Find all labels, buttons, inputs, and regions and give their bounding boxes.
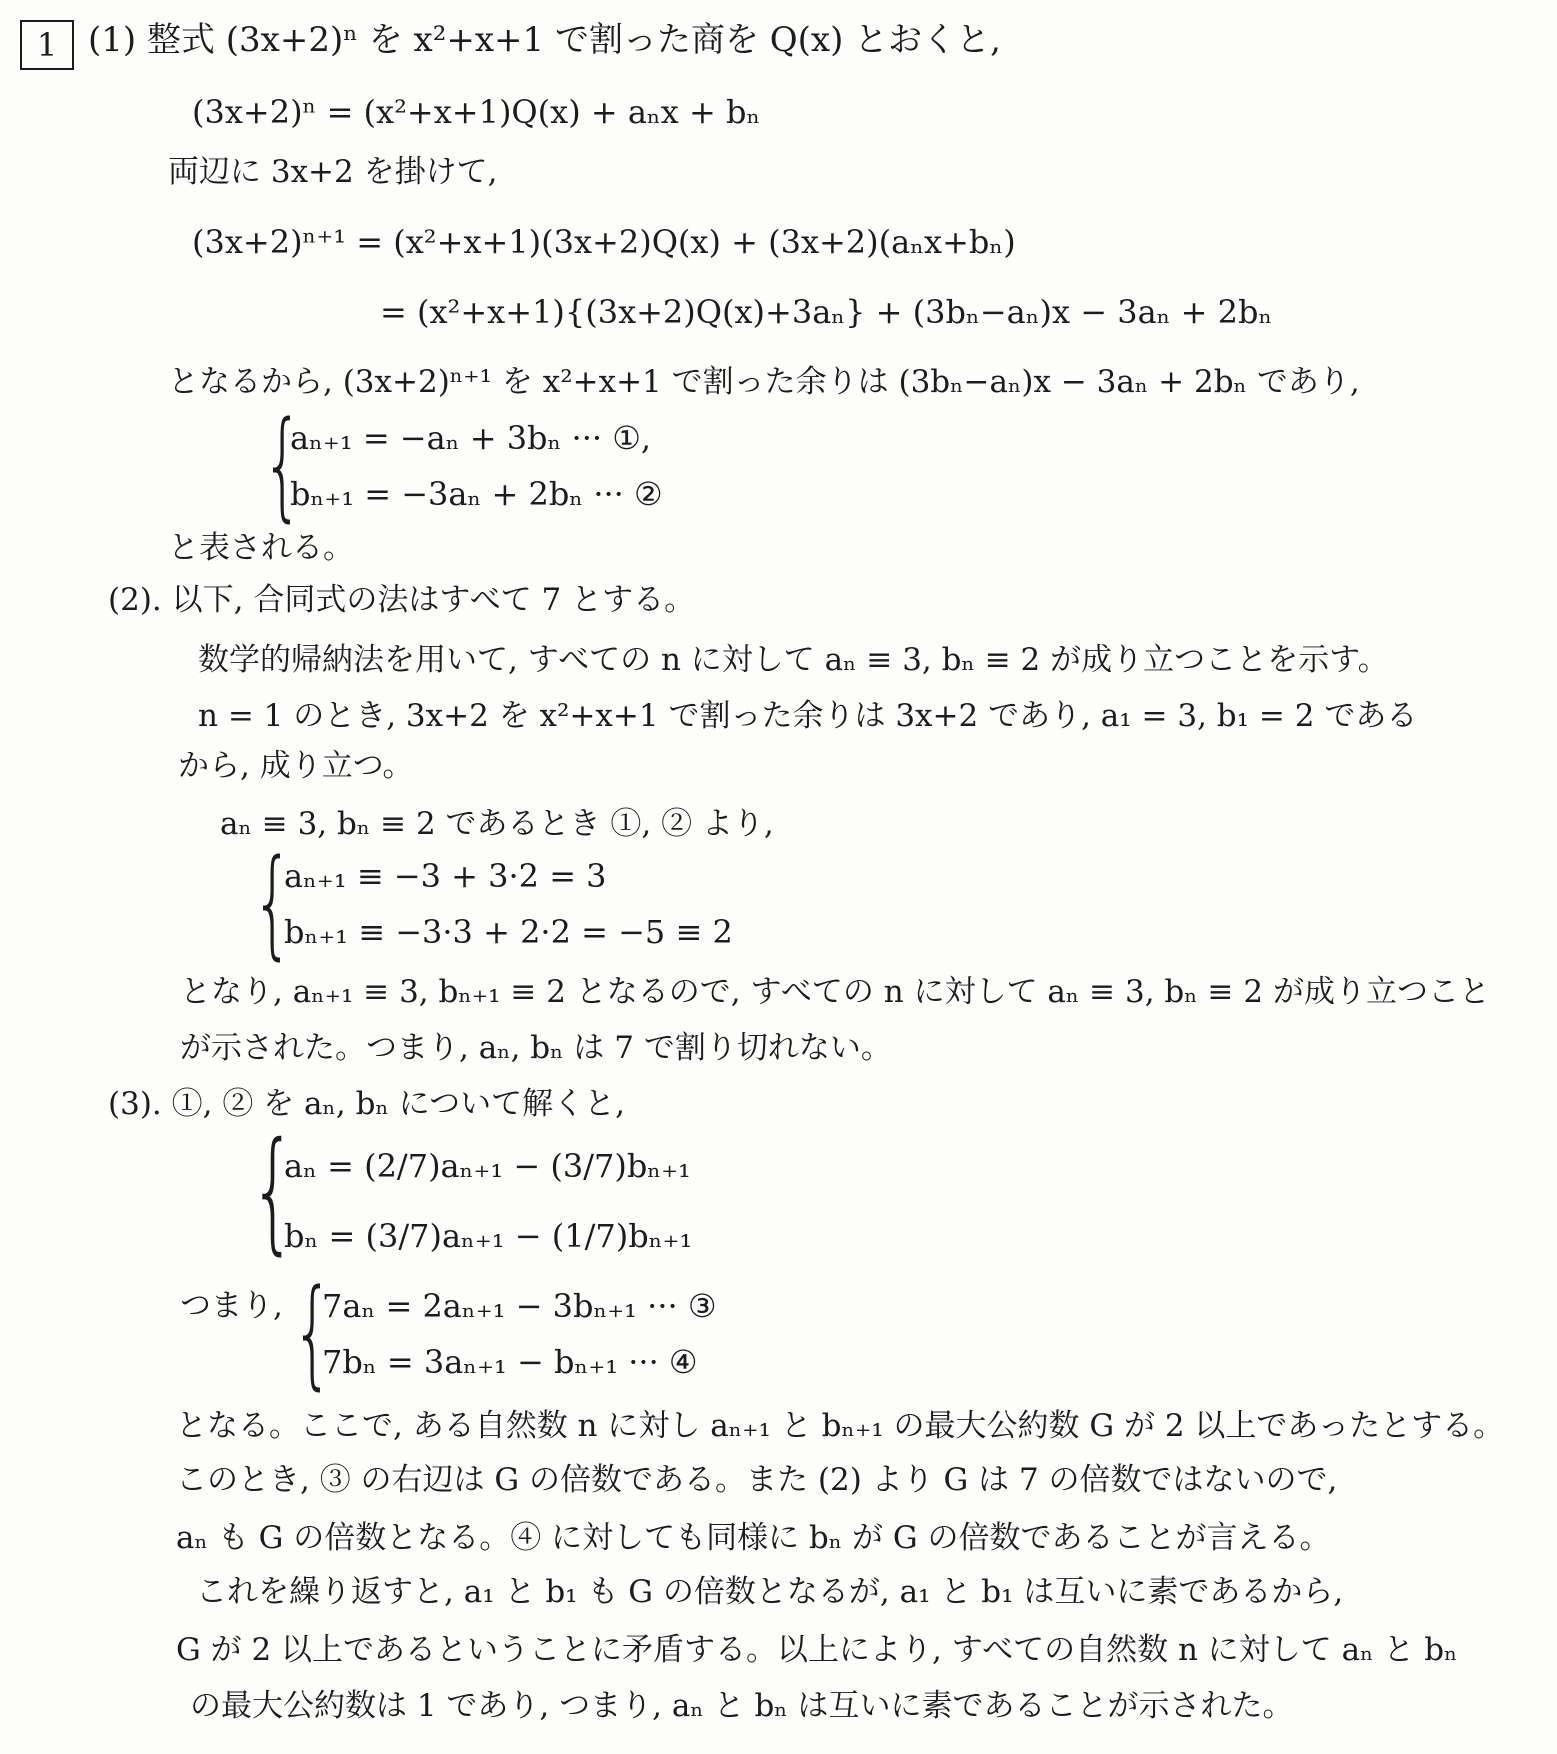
part2-line3: から, 成り立つ。 bbox=[178, 748, 414, 784]
part3-line1: となる。ここで, ある自然数 n に対し aₙ₊₁ と bₙ₊₁ の最大公約数 G が 2 以上であったとする。 bbox=[176, 1408, 1505, 1444]
recurrence-a: aₙ₊₁ = −aₙ + 3bₙ ··· ①, bbox=[290, 419, 652, 457]
part2-line5: が示された。つまり, aₙ, bₙ は 7 で割り切れない。 bbox=[180, 1030, 892, 1066]
part3-line6: の最大公約数は 1 であり, つまり, aₙ と bₙ は互いに素であることが示された。 bbox=[190, 1688, 1294, 1724]
part2-calc-b: bₙ₊₁ ≡ −3·3 + 2·2 = −5 ≡ 2 bbox=[284, 913, 733, 951]
part1-remainder: となるから, (3x+2)ⁿ⁺¹ を x²+x+1 で割った余りは (3bₙ−aₙ)x − 3aₙ + 2bₙ であり, bbox=[168, 364, 1360, 400]
part2-assume: aₙ ≡ 3, bₙ ≡ 2 であるとき ①, ② より, bbox=[220, 806, 774, 842]
system-brace-1: { bbox=[262, 395, 304, 533]
part3-line2: このとき, ③ の右辺は G の倍数である。また (2) より G は 7 の倍数ではないので, bbox=[176, 1462, 1338, 1498]
problem-number-box: 1 bbox=[20, 20, 74, 70]
part2-line1: 数学的帰納法を用いて, すべての n に対して aₙ ≡ 3, bₙ ≡ 2 が成り立つことを示す。 bbox=[198, 642, 1389, 678]
system-brace-3: { bbox=[250, 1114, 297, 1268]
system-brace-4: { bbox=[292, 1263, 334, 1401]
system-brace-2: { bbox=[252, 833, 294, 971]
part3-intro: (3). ①, ② を aₙ, bₙ について解くと, bbox=[108, 1086, 625, 1122]
part2-calc-a: aₙ₊₁ ≡ −3 + 3·2 = 3 bbox=[284, 857, 607, 895]
part1-eq1: (3x+2)ⁿ = (x²+x+1)Q(x) + aₙx + bₙ bbox=[192, 93, 761, 131]
part3-line3: aₙ も G の倍数となる。④ に対しても同様に bₙ が G の倍数であることが言える。 bbox=[176, 1520, 1331, 1556]
part3-tsumari: つまり, bbox=[180, 1288, 283, 1324]
part2-line4: となり, aₙ₊₁ ≡ 3, bₙ₊₁ ≡ 2 となるので, すべての n に対して aₙ ≡ 3, bₙ ≡ 2 が成り立つこと bbox=[180, 974, 1490, 1010]
part1-eq3: = (x²+x+1){(3x+2)Q(x)+3aₙ} + (3bₙ−aₙ)x − 3aₙ + 2bₙ bbox=[380, 293, 1273, 331]
part1-eq2: (3x+2)ⁿ⁺¹ = (x²+x+1)(3x+2)Q(x) + (3x+2)(aₙx+bₙ) bbox=[192, 223, 1016, 261]
part2-intro: (2). 以下, 合同式の法はすべて 7 とする。 bbox=[108, 582, 696, 618]
part1-step: 両辺に 3x+2 を掛けて, bbox=[168, 154, 498, 190]
part3-eq-3: 7aₙ = 2aₙ₊₁ − 3bₙ₊₁ ··· ③ bbox=[322, 1287, 717, 1325]
part3-line4: これを繰り返すと, a₁ と b₁ も G の倍数となるが, a₁ と b₁ は互いに素であるから, bbox=[196, 1574, 1344, 1610]
part3-solve-b: bₙ = (3/7)aₙ₊₁ − (1/7)bₙ₊₁ bbox=[284, 1217, 693, 1255]
part3-solve-a: aₙ = (2/7)aₙ₊₁ − (3/7)bₙ₊₁ bbox=[284, 1147, 691, 1185]
part1-intro: (1) 整式 (3x+2)ⁿ を x²+x+1 で割った商を Q(x) とおくと, bbox=[88, 20, 1001, 60]
recurrence-b: bₙ₊₁ = −3aₙ + 2bₙ ··· ② bbox=[290, 475, 663, 513]
part2-line2: n = 1 のとき, 3x+2 を x²+x+1 で割った余りは 3x+2 であり, a₁ = 3, b₁ = 2 である bbox=[198, 698, 1418, 734]
part1-conclusion: と表される。 bbox=[168, 530, 354, 566]
part3-line5: G が 2 以上であるということに矛盾する。以上により, すべての自然数 n に対して aₙ と bₙ bbox=[176, 1632, 1458, 1668]
part3-eq-4: 7bₙ = 3aₙ₊₁ − bₙ₊₁ ··· ④ bbox=[322, 1343, 698, 1381]
